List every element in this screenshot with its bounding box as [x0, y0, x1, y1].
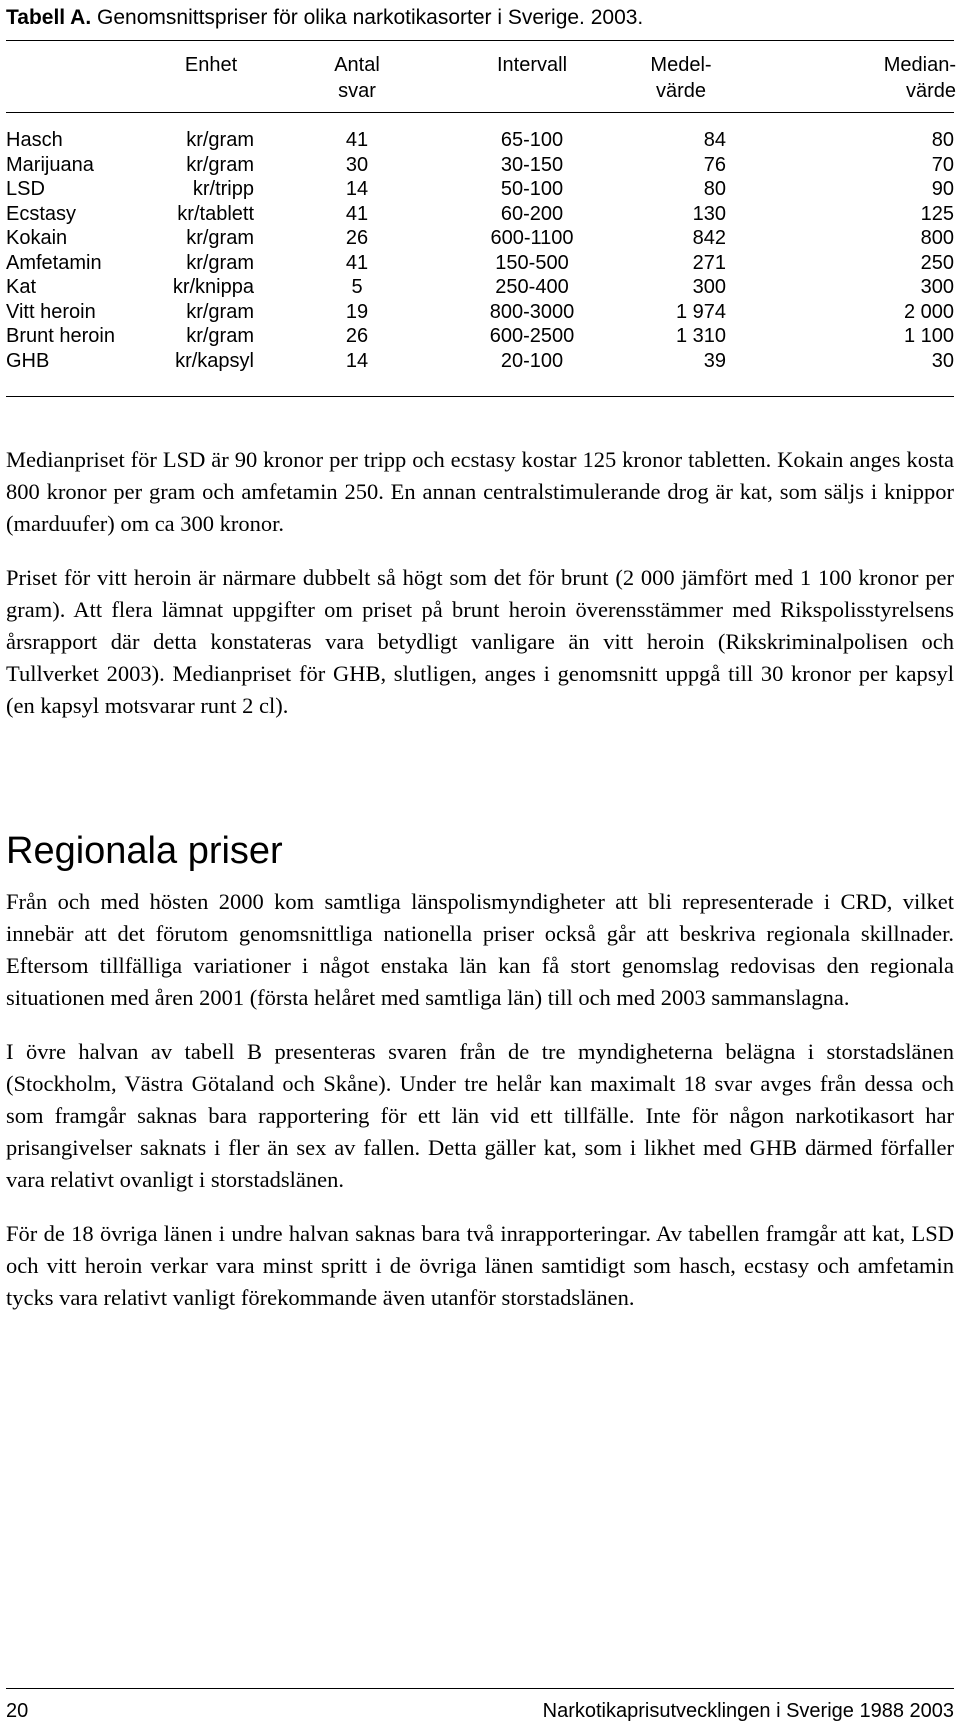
cell-median: 2 000 [903, 300, 954, 323]
cell-drug: LSD [6, 178, 45, 200]
cell-unit: kr/kapsyl [175, 349, 254, 372]
cell-n: 5 [351, 276, 363, 298]
cell-interval: 65-100 [500, 129, 564, 151]
header-mean-line2: värde [655, 80, 707, 102]
page-number: 20 [6, 1700, 29, 1722]
cell-mean: 300 [692, 276, 726, 298]
cell-unit: kr/gram [186, 300, 254, 323]
cell-interval: 30-150 [500, 153, 564, 176]
table-header-rule [6, 112, 954, 113]
table-label: Tabell A. [6, 6, 92, 29]
cell-mean: 39 [703, 349, 726, 372]
cell-unit: kr/gram [186, 325, 254, 347]
cell-drug: GHB [6, 349, 50, 372]
cell-unit: kr/knippa [172, 276, 254, 298]
cell-drug: Hasch [6, 129, 63, 151]
cell-unit: kr/tripp [192, 178, 254, 200]
cell-median: 1 100 [903, 325, 954, 347]
cell-unit: kr/gram [186, 129, 254, 151]
header-median-line2: värde [905, 80, 956, 102]
header-n-line2: svar [338, 80, 376, 102]
cell-mean: 130 [692, 202, 726, 225]
paragraph: För de 18 övriga länen i undre halvan saknas bara två inrapporteringar. Av tabellen framgår att kat, LSD och vitt heroin verkar vara minst spritt i de övriga länen samtidigt som hasch, ecstasy och amfetamin tycks vara relativt vanligt förekommande även utanför storstadslänen. [6, 1221, 954, 1310]
cell-interval: 600-2500 [489, 325, 575, 347]
cell-unit: kr/gram [186, 153, 254, 176]
header-mean-line1: Medel- [650, 54, 712, 76]
section-heading: Regionala priser [6, 830, 283, 872]
paragraph: I övre halvan av tabell B presenteras svaren från de tre myndigheterna belägna i storstadslänen (Stockholm, Västra Götaland och Skåne). Under tre helår kan maximalt 18 svar avges från dessa och som framgår saknas bara rapportering för ett län vid ett tillfälle. Inte för någon narkotikasort har prisangivelser saknats i fler än sex av fallen. Detta gäller kat, som i likhet med GHB därmed förfaller vara relativt ovanligt i storstadslänen. [6, 1039, 954, 1192]
table-row [6, 226, 954, 251]
cell-unit: kr/tablett [177, 202, 254, 225]
cell-n: 30 [345, 153, 369, 176]
cell-interval: 250-400 [495, 276, 569, 298]
cell-drug: Ecstasy [6, 202, 77, 225]
table-top-rule [6, 40, 954, 41]
table-row [6, 177, 954, 202]
cell-n: 41 [345, 251, 369, 274]
table-row [6, 349, 954, 374]
table-row [6, 128, 954, 153]
header-interval: Intervall [496, 54, 568, 76]
paragraph: Medianpriset för LSD är 90 kronor per tripp och ecstasy kostar 125 kronor tabletten. Kokain anges kosta 800 kronor per gram och amfetamin 250. En annan centralstimulerande drog är kat, som säljs i knippor (marduufer) om ca 300 kronor. [6, 447, 954, 536]
paragraph: Från och med hösten 2000 kom samtliga länspolismyndigheter att bli representerade i CRD, vilket innebär att det förutom genomsnittliga nationella priser också går att beskriva regionala skillnader. Eftersom tillfälliga variationer i något enstaka län kan få stort genomslag redovisas den regionala situationen med åren 2001 (första helåret med samtliga län) till och med 2003 sammanslagna. [6, 889, 954, 1010]
cell-interval: 60-200 [500, 202, 564, 225]
cell-mean: 271 [692, 251, 726, 274]
table-caption [6, 6, 643, 30]
cell-mean: 1 974 [675, 300, 726, 323]
cell-median: 300 [920, 276, 954, 298]
cell-interval: 800-3000 [489, 300, 575, 323]
cell-n: 26 [345, 227, 369, 249]
cell-median: 30 [931, 349, 954, 372]
cell-mean: 842 [692, 227, 726, 249]
cell-mean: 84 [703, 129, 726, 151]
footer-rule [6, 1688, 954, 1689]
cell-drug: Amfetamin [6, 251, 102, 274]
cell-unit: kr/gram [186, 251, 254, 274]
cell-n: 41 [345, 202, 369, 225]
cell-mean: 1 310 [675, 325, 726, 347]
cell-median: 800 [920, 227, 954, 249]
cell-n: 19 [345, 300, 369, 323]
publication-title: Narkotikaprisutvecklingen i Sverige 1988 2003 [542, 1700, 954, 1722]
table-row [6, 275, 954, 300]
body-text-top [6, 444, 954, 722]
table-row [6, 300, 954, 325]
header-unit: Enhet [184, 54, 238, 76]
cell-interval: 20-100 [500, 349, 564, 372]
table-row [6, 324, 954, 349]
cell-n: 41 [345, 129, 369, 151]
price-table-body [6, 128, 954, 378]
cell-median: 70 [931, 153, 954, 176]
cell-n: 14 [345, 349, 369, 372]
cell-mean: 76 [703, 153, 726, 176]
cell-n: 26 [345, 325, 369, 347]
table-row [6, 251, 954, 276]
cell-drug: Kat [6, 276, 37, 298]
cell-median: 90 [931, 178, 954, 200]
paragraph: Priset för vitt heroin är närmare dubbelt så högt som det för brunt (2 000 jämfört med 1 100 kronor per gram). Att flera lämnat uppgifter om priset på brunt heroin överensstämmer med Rikspolisstyrelsens årsrapport där detta konstateras vara betydligt vanligare än vitt heroin (Rikskriminalpolisen och Tullverket 2003). Medianpriset för GHB, slutligen, anges i genomsnitt uppgå till 30 kronor per kapsyl (en kapsyl motsvarar runt 2 cl). [6, 565, 954, 718]
cell-drug: Vitt heroin [6, 300, 96, 323]
cell-median: 250 [920, 251, 954, 274]
cell-drug: Kokain [6, 227, 68, 249]
cell-median: 80 [931, 129, 954, 151]
cell-drug: Marijuana [6, 153, 94, 176]
cell-interval: 150-500 [495, 251, 569, 274]
header-median-line1: Median- [883, 54, 956, 76]
cell-unit: kr/gram [186, 227, 254, 249]
cell-n: 14 [345, 178, 369, 200]
cell-median: 125 [920, 202, 954, 225]
cell-drug: Brunt heroin [6, 325, 115, 347]
cell-mean: 80 [703, 178, 726, 200]
table-bottom-rule [6, 396, 954, 397]
table-row [6, 153, 954, 178]
header-n-line1: Antal [334, 54, 380, 76]
table-caption-text: Genomsnittspriser för olika narkotikasorter i Sverige. 2003. [97, 6, 644, 29]
cell-interval: 50-100 [500, 178, 564, 200]
cell-interval: 600-1100 [490, 227, 574, 249]
body-text-section [6, 886, 954, 1314]
table-row [6, 202, 954, 227]
